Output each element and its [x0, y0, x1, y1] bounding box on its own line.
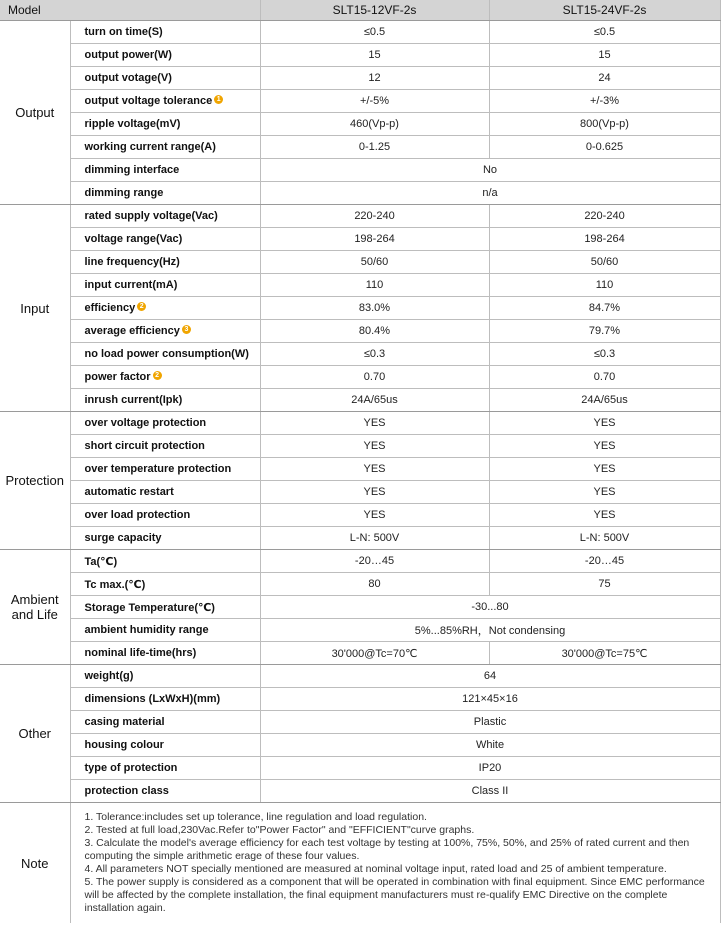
spec-row [0, 481, 720, 504]
spec-row [0, 366, 720, 389]
spec-row [0, 182, 720, 205]
spec-row [0, 136, 720, 159]
group-input: Input [0, 205, 70, 412]
param-label: over temperature protection [70, 458, 260, 481]
value-shared: IP20 [260, 757, 720, 780]
model-label: Model [0, 0, 260, 21]
value-col-1: 24A/65us [260, 389, 489, 412]
value-col-2: YES [489, 458, 720, 481]
value-col-2: 15 [489, 44, 720, 67]
value-col-1: -20…45 [260, 550, 489, 573]
value-col-2: 0.70 [489, 366, 720, 389]
param-label: dimming interface [70, 159, 260, 182]
footnote-badge: 3 [182, 325, 191, 334]
param-label: nominal life-time(hrs) [70, 642, 260, 665]
value-col-1: ≤0.3 [260, 343, 489, 366]
value-col-1: 80 [260, 573, 489, 596]
spec-row [0, 757, 720, 780]
param-label: inrush current(Ipk) [70, 389, 260, 412]
spec-row [0, 550, 720, 573]
value-shared: No [260, 159, 720, 182]
value-shared: n/a [260, 182, 720, 205]
value-col-1: 198-264 [260, 228, 489, 251]
param-label: ripple voltage(mV) [70, 113, 260, 136]
param-label: output power(W) [70, 44, 260, 67]
value-col-2: YES [489, 504, 720, 527]
group-ambient: Ambient and Life [0, 550, 70, 665]
value-col-1: YES [260, 412, 489, 435]
value-col-1: +/-5% [260, 90, 489, 113]
param-label: housing colour [70, 734, 260, 757]
param-label: no load power consumption(W) [70, 343, 260, 366]
param-label: type of protection [70, 757, 260, 780]
spec-row [0, 159, 720, 182]
spec-row [0, 90, 720, 113]
notes-block [70, 803, 720, 924]
value-col-1: 0.70 [260, 366, 489, 389]
value-col-2: YES [489, 435, 720, 458]
value-col-1: 30'000@Tc=70℃ [260, 642, 489, 665]
param-label: casing material [70, 711, 260, 734]
header-row [0, 0, 720, 21]
value-col-2: +/-3% [489, 90, 720, 113]
value-col-2: 50/60 [489, 251, 720, 274]
spec-row [0, 67, 720, 90]
spec-row [0, 596, 720, 619]
value-col-2: L-N: 500V [489, 527, 720, 550]
value-col-1: 220-240 [260, 205, 489, 228]
value-col-1: 460(Vp-p) [260, 113, 489, 136]
spec-row [0, 619, 720, 642]
value-shared: 121×45×16 [260, 688, 720, 711]
value-shared: Class II [260, 780, 720, 803]
param-label: output votage(V) [70, 67, 260, 90]
value-col-2: 30'000@Tc=75℃ [489, 642, 720, 665]
value-shared: White [260, 734, 720, 757]
spec-row [0, 688, 720, 711]
footnote-badge: 2 [137, 302, 146, 311]
value-col-2: YES [489, 412, 720, 435]
value-col-2: ≤0.5 [489, 21, 720, 44]
group-note: Note [0, 803, 70, 924]
param-label: over load protection [70, 504, 260, 527]
value-col-1: 80.4% [260, 320, 489, 343]
param-label: short circuit protection [70, 435, 260, 458]
spec-row [0, 320, 720, 343]
spec-row [0, 205, 720, 228]
value-col-2: 800(Vp-p) [489, 113, 720, 136]
note-item: 1. Tolerance:includes set up tolerance, line regulation and load regulation. [84, 811, 427, 823]
value-col-1: YES [260, 458, 489, 481]
spec-row [0, 458, 720, 481]
value-col-1: 50/60 [260, 251, 489, 274]
spec-row [0, 642, 720, 665]
param-label [70, 90, 260, 113]
value-col-2: 220-240 [489, 205, 720, 228]
spec-row [0, 780, 720, 803]
note-item: 3. Calculate the model's average efficiency for each test voltage by testing at 100%, 75%, 50%, and 25% of rated current and then computing the simple arithmetic erage of these four values. [84, 837, 690, 862]
spec-row [0, 435, 720, 458]
spec-row [0, 297, 720, 320]
spec-row [0, 665, 720, 688]
value-shared: Plastic [260, 711, 720, 734]
value-col-1: YES [260, 435, 489, 458]
model-col-1: SLT15-12VF-2s [260, 0, 489, 21]
note-item: 2. Tested at full load,230Vac.Refer to"Power Factor" and "EFFICIENT"curve graphs. [84, 824, 475, 836]
group-protection: Protection [0, 412, 70, 550]
param-text: output voltage tolerance [84, 95, 213, 107]
value-col-2: 79.7% [489, 320, 720, 343]
spec-row [0, 573, 720, 596]
param-label: ambient humidity range [70, 619, 260, 642]
value-col-2: 0-0.625 [489, 136, 720, 159]
spec-row [0, 274, 720, 297]
param-label [70, 320, 260, 343]
param-label: working current range(A) [70, 136, 260, 159]
value-shared: 64 [260, 665, 720, 688]
model-col-2: SLT15-24VF-2s [489, 0, 720, 21]
value-col-1: 83.0% [260, 297, 489, 320]
param-label: over voltage protection [70, 412, 260, 435]
value-col-1: 110 [260, 274, 489, 297]
spec-row [0, 113, 720, 136]
value-col-2: ≤0.3 [489, 343, 720, 366]
spec-row [0, 228, 720, 251]
param-label: weight(g) [70, 665, 260, 688]
value-col-2: 84.7% [489, 297, 720, 320]
value-col-1: YES [260, 481, 489, 504]
param-text: average efficiency [84, 325, 180, 337]
value-col-2: 110 [489, 274, 720, 297]
value-shared: -30...80 [260, 596, 720, 619]
value-col-2: -20…45 [489, 550, 720, 573]
param-label: dimming range [70, 182, 260, 205]
value-col-1: L-N: 500V [260, 527, 489, 550]
spec-row [0, 21, 720, 44]
value-col-2: 198-264 [489, 228, 720, 251]
spec-row [0, 504, 720, 527]
param-label: line frequency(Hz) [70, 251, 260, 274]
param-label: rated supply voltage(Vac) [70, 205, 260, 228]
param-label: dimensions (LxWxH)(mm) [70, 688, 260, 711]
value-col-1: 15 [260, 44, 489, 67]
footnote-badge: 1 [214, 95, 223, 104]
param-label: voltage range(Vac) [70, 228, 260, 251]
value-col-2: 75 [489, 573, 720, 596]
spec-row [0, 389, 720, 412]
value-col-1: YES [260, 504, 489, 527]
param-label [70, 297, 260, 320]
param-label: input current(mA) [70, 274, 260, 297]
note-item: 4. All parameters NOT specially mentioned are measured at nominal voltage input, rated load and 25 of ambient temperature. [84, 863, 667, 875]
value-col-2: 24A/65us [489, 389, 720, 412]
param-label: Tc max.(℃) [70, 573, 260, 596]
spec-row [0, 44, 720, 67]
spec-row [0, 412, 720, 435]
note-item: 5. The power supply is considered as a component that will be operated in combination with final equipment. Since EMC performance will be affected by the complete installation, the final equipment manufacturers must re-qualify EMC Directive on the complete installation again. [84, 876, 705, 914]
param-label: Storage Temperature(℃) [70, 596, 260, 619]
footnote-badge: 2 [153, 371, 162, 380]
param-text: efficiency [84, 302, 136, 314]
value-col-2: YES [489, 481, 720, 504]
value-shared: 5%...85%RH，Not condensing [260, 619, 720, 642]
spec-row [0, 343, 720, 366]
spec-row [0, 251, 720, 274]
value-col-1: 0-1.25 [260, 136, 489, 159]
value-col-1: 12 [260, 67, 489, 90]
value-col-2: 24 [489, 67, 720, 90]
param-label: surge capacity [70, 527, 260, 550]
note-row [0, 803, 720, 924]
param-label: automatic restart [70, 481, 260, 504]
spec-row [0, 734, 720, 757]
param-label: turn on time(S) [70, 21, 260, 44]
spec-row [0, 527, 720, 550]
group-output: Output [0, 21, 70, 205]
param-text: power factor [84, 371, 151, 383]
value-col-1: ≤0.5 [260, 21, 489, 44]
param-label: Ta(℃) [70, 550, 260, 573]
param-label [70, 366, 260, 389]
group-other: Other [0, 665, 70, 803]
spec-row [0, 711, 720, 734]
param-label: protection class [70, 780, 260, 803]
